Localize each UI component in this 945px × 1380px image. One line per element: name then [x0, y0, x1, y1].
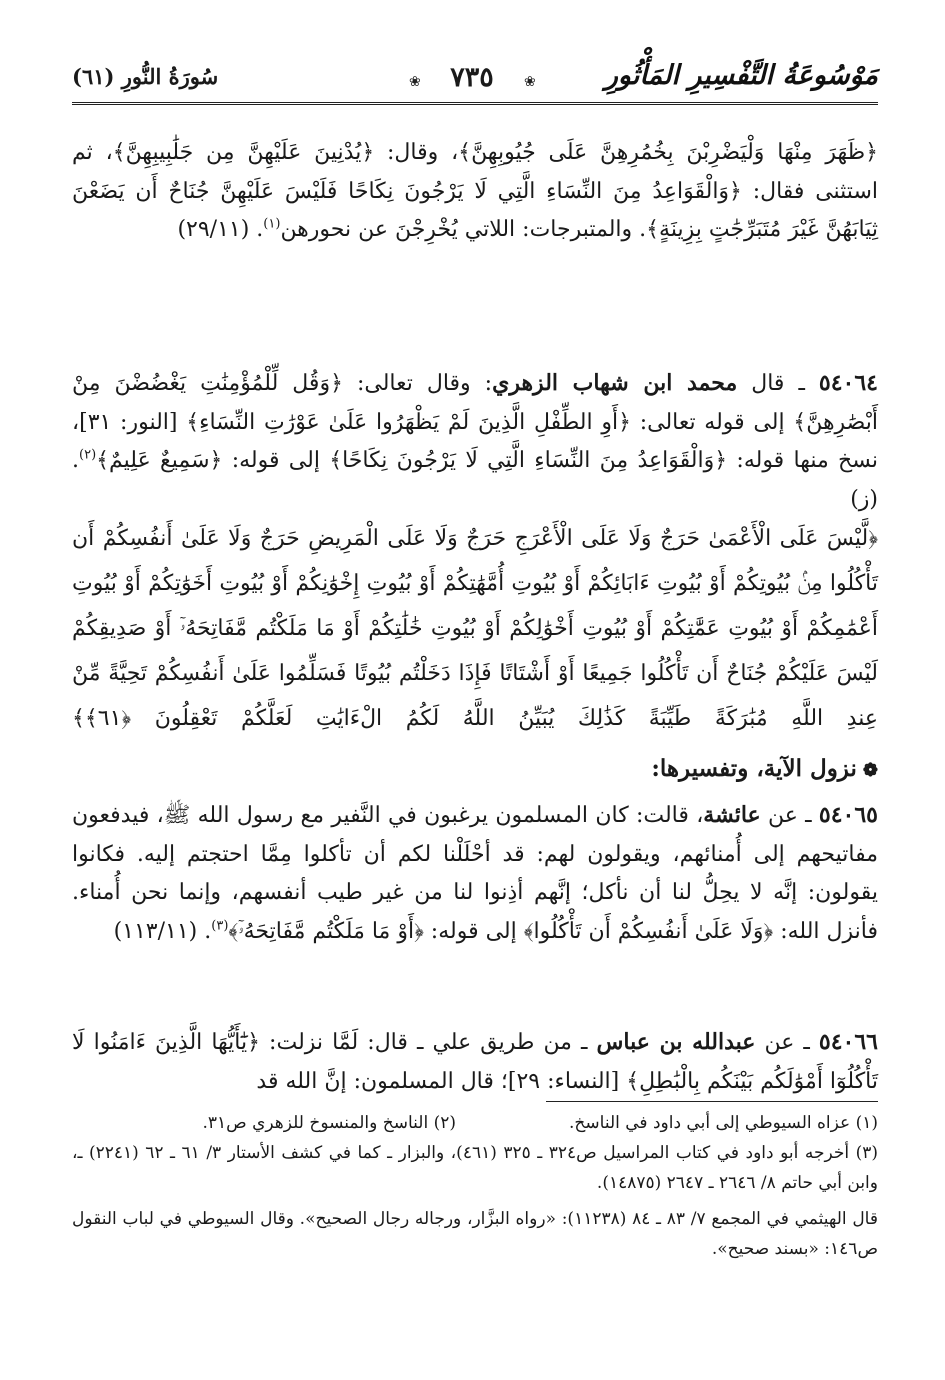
volume-reference: . (١١٣/١١) [113, 918, 212, 944]
footnote-ref: (٣) [211, 918, 229, 934]
footnote-1: (١) عزاه السيوطي إلى أبي داود في الناسخ. [569, 1113, 878, 1133]
section-heading-text: نزول الآية، وتفسيرها: [651, 755, 857, 782]
header-rule [72, 102, 878, 105]
footnote-ref: (٢) [79, 447, 97, 463]
hadith-number: ٥٤٠٦٥ [818, 802, 878, 828]
paragraph [72, 1023, 878, 1101]
volume-reference: . (٢٩/١١) [177, 217, 264, 242]
footnotes [72, 1108, 878, 1264]
paragraph-text: ـ عن [755, 1030, 819, 1055]
text-block-4 [72, 1023, 878, 1101]
paragraph-text: ـ قال [737, 371, 819, 396]
document-page [72, 58, 878, 1358]
narrator-name: محمد ابن شهاب الزهري [492, 370, 738, 396]
hadith-number: ٥٤٠٦٦ [818, 1029, 878, 1055]
paragraph-text: ، قالت: كان المسلمون يرغبون في النَّفير مع رسول الله ﷺ، فيدفعون مفاتيحهم إلى أُمنائهم، ويقولون لهم: قد أحْلَلْنا لكم أن تأكلوا مِمَّا احتجتم إليه. فكانوا يقولون: إنَّه لا يحِلُّ لنا أن نأكل؛ إنَّهم أذِنوا لنا من غير طيب أنفسهم، وإنما نحن أُمناء. فأنزل الله: ﴿وَلَا عَلَىٰ أَنفُسِكُمْ أَن تَأْكُلُوا﴾ إلى قوله: ﴿أَوْ مَا مَلَكْتُم مَّفَاتِحَهُۥٓ﴾ [72, 803, 878, 944]
hadith-number: ٥٤٠٦٤ [818, 370, 878, 396]
paragraph-text: . (ز) [72, 448, 878, 512]
paragraph [72, 134, 878, 250]
paragraph [72, 364, 878, 519]
paragraph [72, 796, 878, 951]
quran-verse-block: ﴿لَّيْسَ عَلَى الْأَعْمَىٰ حَرَجٌ وَلَا عَلَى الْأَعْرَجِ حَرَجٌ وَلَا عَلَى الْمَرِيضِ حَرَجٌ وَلَا عَلَىٰ أَنفُسِكُمْ أَن تَأْكُلُوا مِنۢ بُيُوتِكُمْ أَوْ بُيُوتِ ءَابَائِكُمْ أَوْ بُيُوتِ أُمَّهَٰتِكُمْ أَوْ بُيُوتِ إِخْوَٰنِكُمْ أَوْ بُيُوتِ أَخَوَٰتِكُمْ أَوْ بُيُوتِ أَعْمَٰمِكُمْ أَوْ بُيُوتِ عَمَّٰتِكُمْ أَوْ بُيُوتِ أَخْوَٰلِكُمْ أَوْ بُيُوتِ خَٰلَٰتِكُمْ أَوْ مَا مَلَكْتُم مَّفَاتِحَهُۥٓ أَوْ صَدِيقِكُمْ لَيْسَ عَلَيْكُمْ جُنَاحٌ أَن تَأْكُلُوا جَمِيعًا أَوْ أَشْتَاتًا فَإِذَا دَخَلْتُم بُيُوتًا فَسَلِّمُوا عَلَىٰ أَنفُسِكُمْ تَحِيَّةً مِّنْ عِندِ اللَّهِ مُبَٰرَكَةً طَيِّبَةً كَذَٰلِكَ يُبَيِّنُ اللَّهُ لَكُمُ الْءَايَٰتِ لَعَلَّكُمْ تَعْقِلُونَ ﴿٦١﴾﴾ [72, 526, 878, 731]
book-title: مَوْسُوعَةُ التَّفْسِيرِ المَأْثُورِ [604, 60, 878, 91]
narrator-name: عبدالله بن عباس [596, 1029, 756, 1055]
footnote-row [72, 1108, 878, 1138]
footnote-ref: (١) [263, 216, 281, 232]
footnote-3-note: قال الهيثمي في المجمع ٧/ ٨٣ ـ ٨٤ (١١٢٣٨): «رواه البزَّار، ورجاله رجال الصحيح». وقال السيوطي في لباب النقول ص١٤٦: «بسند صحيح». [72, 1209, 878, 1259]
footnote-2: (٢) الناسخ والمنسوخ للزهري ص٣١. [202, 1113, 456, 1133]
footnote-3: (٣) أخرجه أبو داود في كتاب المراسيل ص٣٢٤ ـ ٣٢٥ (٤٦١)، والبزار ـ كما في كشف الأستار ٣/ ٦١ ـ ٦٢ (٢٢٤١) ـ، وابن أبي حاتم ٨/ ٢٦٤٦ ـ ٢٦٤٧ (١٤٨٧٥). [72, 1143, 878, 1193]
ornament-icon: ❀ [409, 74, 421, 90]
star-ornament-icon: ❁ [862, 760, 878, 781]
footnote-rule [546, 1101, 878, 1102]
ornament-icon: ❀ [524, 74, 536, 90]
text-block-2 [72, 364, 878, 519]
paragraph-text: ﴿ظَهَرَ مِنْهَا وَلْيَضْرِبْنَ بِخُمُرِهِنَّ عَلَى جُيُوبِهِنَّ﴾، وقال: ﴿يُدْنِينَ عَلَيْهِنَّ مِن جَلَٰبِيبِهِنَّ﴾، ثم استثنى فقال: ﴿وَالْقَوَاعِدُ مِنَ النِّسَاءِ الَّتِي لَا يَرْجُونَ نِكَاحًا فَلَيْسَ عَلَيْهِنَّ جُنَاحٌ أَن يَضَعْنَ ثِيَابَهُنَّ غَيْرَ مُتَبَرِّجَٰتٍ بِزِينَةٍ﴾. والمتبرجات: اللاتي يُخْرِجْنَ عن نحورهن [72, 140, 878, 242]
narrator-name: عائشة [703, 802, 761, 828]
text-block-3 [72, 796, 878, 951]
section-heading [651, 755, 878, 782]
page-header [72, 58, 878, 106]
paragraph-text: ـ من طريق علي ـ قال: لَمَّا نزلت: ﴿يَٰٓأَيُّهَا الَّذِينَ ءَامَنُوا لَا تَأْكُلُوٓا أَمْوَٰلَكُم بَيْنَكُم بِالْبَٰطِلِ﴾ [النساء: ٢٩]؛ قال المسلمون: إنَّ الله قد [72, 1030, 878, 1094]
text-block-1 [72, 134, 878, 250]
page-number: ٧٣٥ [450, 62, 494, 93]
surah-label: سُورَةُ النُّورِ (٦١) [72, 64, 219, 89]
paragraph-text: ـ عن [760, 803, 819, 828]
paragraph-text: : وقال تعالى: ﴿وَقُل لِّلْمُؤْمِنَٰتِ يَغْضُضْنَ مِنْ أَبْصَٰرِهِنَّ﴾ إلى قوله تعالى: ﴿أَوِ الطِّفْلِ الَّذِينَ لَمْ يَظْهَرُوا عَلَىٰ عَوْرَٰتِ النِّسَاءِ﴾ [النور: ٣١]، نسخ منها قوله: ﴿وَالْقَوَاعِدُ مِنَ النِّسَاءِ الَّتِي لَا يَرْجُونَ نِكَاحًا﴾ إلى قوله: ﴿سَمِيعٌ عَلِيمٌ﴾ [72, 371, 878, 473]
